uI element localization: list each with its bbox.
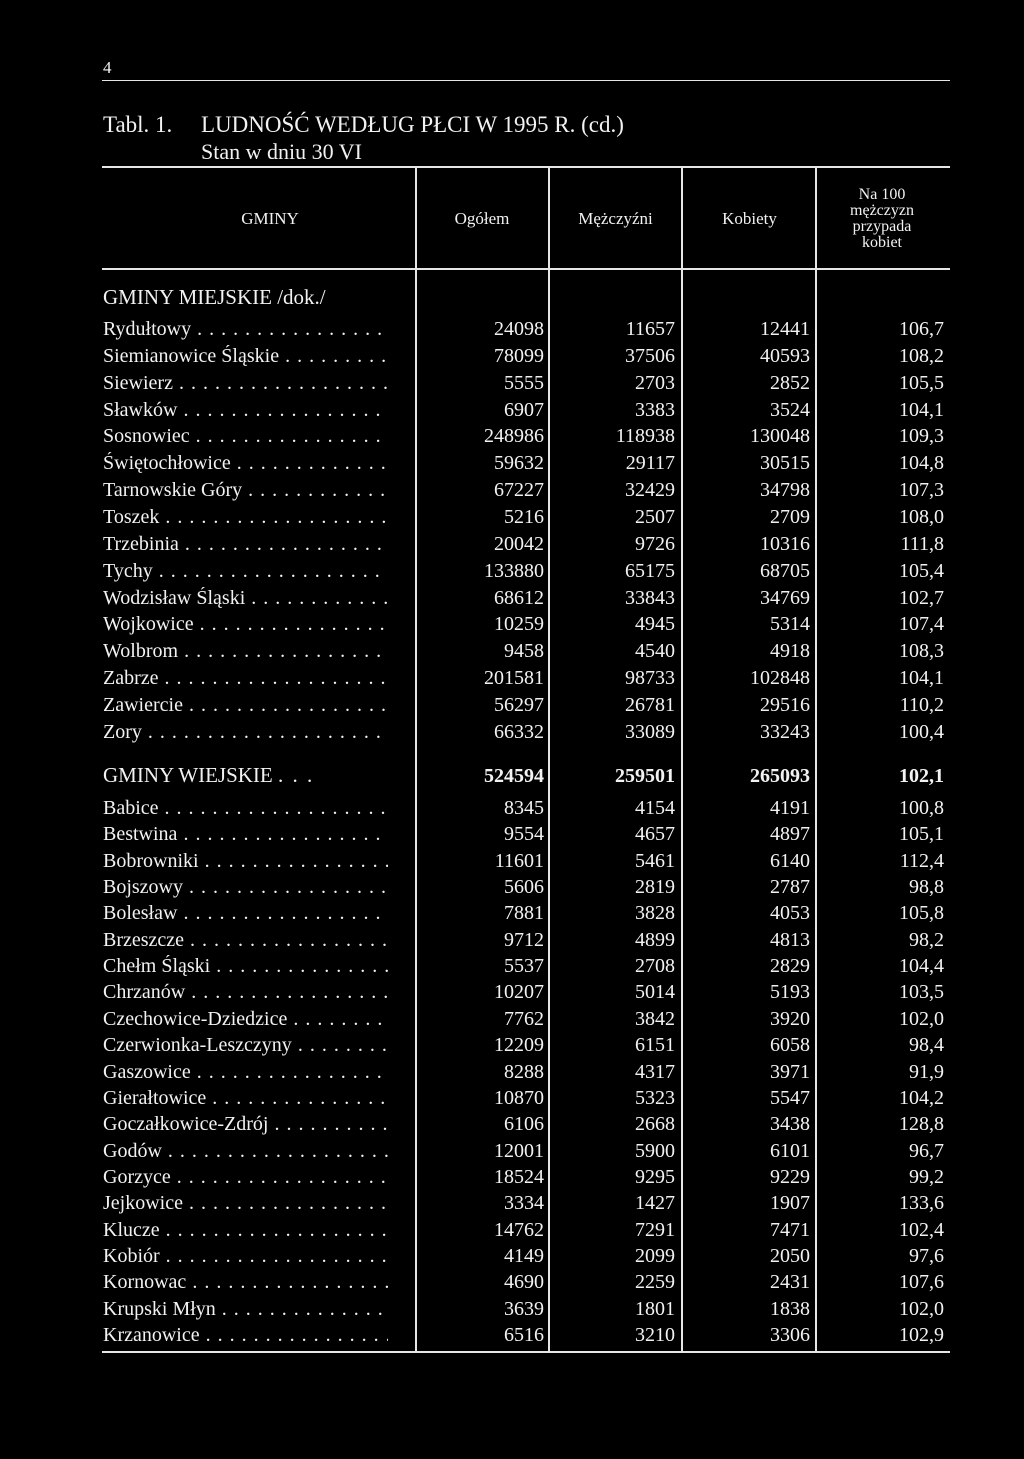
cell-ratio: 106,7: [899, 318, 944, 340]
cell-ratio: 133,6: [899, 1192, 944, 1215]
gmina-name: Goczałkowice-Zdrój . . .: [103, 1113, 388, 1136]
top-rule: [102, 80, 950, 81]
gmina-name: Jejkowice . . .: [103, 1192, 388, 1215]
header-ratio-line: kobiet: [862, 234, 902, 251]
cell-ogolem: 133880: [484, 559, 544, 582]
gmina-name: Świętochłowice . . .: [103, 452, 388, 475]
header-ogolem: Ogółem: [454, 209, 510, 228]
cell-mezczyzni: 2099: [635, 1244, 675, 1267]
table-row: [0, 640, 1024, 667]
cell-mezczyzni: 4899: [635, 928, 675, 951]
total-ratio: 102,1: [899, 765, 944, 787]
section-title-dots: . . .: [277, 763, 315, 787]
cell-ratio: 107,4: [899, 613, 944, 636]
cell-ogolem: 10870: [494, 1086, 544, 1109]
cell-kobiety: 2050: [770, 1244, 810, 1267]
cell-ratio: 107,6: [899, 1271, 944, 1294]
cell-ratio: 105,5: [899, 371, 944, 394]
cell-ratio: 98,8: [909, 876, 944, 899]
gmina-name: Kobiór . . .: [103, 1245, 388, 1268]
cell-mezczyzni: 4657: [635, 823, 675, 846]
cell-mezczyzni: 2703: [635, 371, 675, 394]
cell-mezczyzni: 26781: [625, 693, 675, 716]
cell-ogolem: 7881: [504, 902, 544, 925]
table-row: [0, 823, 1024, 850]
cell-kobiety: 9229: [770, 1165, 810, 1188]
total-kobiety: 265093: [750, 765, 810, 787]
gmina-name: Babice . . .: [103, 797, 388, 820]
table-row: [0, 797, 1024, 824]
cell-ogolem: 8345: [504, 797, 544, 819]
table-label: Tabl. 1.: [103, 112, 173, 137]
gmina-name: Krzanowice . . .: [103, 1324, 388, 1347]
table-row: [0, 902, 1024, 929]
cell-kobiety: 3920: [770, 1007, 810, 1030]
cell-kobiety: 4053: [770, 902, 810, 925]
cell-kobiety: 4813: [770, 928, 810, 951]
gmina-name: Chrzanów . . .: [103, 981, 388, 1004]
cell-ratio: 105,8: [899, 902, 944, 925]
table-row: [0, 1008, 1024, 1035]
cell-ogolem: 68612: [494, 586, 544, 609]
cell-mezczyzni: 5900: [635, 1139, 675, 1162]
cell-kobiety: 6058: [770, 1034, 810, 1057]
total-ogolem: 524594: [484, 765, 544, 787]
cell-mezczyzni: 37506: [625, 344, 675, 367]
cell-ogolem: 12001: [494, 1139, 544, 1162]
table-row: [0, 613, 1024, 640]
cell-mezczyzni: 3842: [635, 1007, 675, 1030]
gmina-name: Siemianowice Śląskie . . .: [103, 345, 388, 368]
cell-ogolem: 9458: [504, 640, 544, 663]
gmina-name: Wojkowice . . .: [103, 613, 388, 636]
cell-kobiety: 3438: [770, 1113, 810, 1136]
cell-ratio: 128,8: [899, 1113, 944, 1136]
cell-kobiety: 6140: [770, 849, 810, 872]
cell-ogolem: 14762: [494, 1218, 544, 1241]
table-row: [0, 345, 1024, 372]
cell-ratio: 100,4: [899, 720, 944, 743]
cell-kobiety: 102848: [750, 667, 810, 690]
cell-mezczyzni: 4945: [635, 613, 675, 636]
cell-ogolem: 66332: [494, 720, 544, 743]
gmina-name: Gaszowice . . .: [103, 1061, 388, 1084]
gmina-name: Krupski Młyn . . .: [103, 1298, 388, 1321]
cell-mezczyzni: 3383: [635, 398, 675, 421]
cell-ogolem: 3639: [504, 1297, 544, 1320]
cell-ratio: 109,3: [899, 425, 944, 448]
table-row: [0, 452, 1024, 479]
table-subtitle: Stan w dniu 30 VI: [201, 139, 362, 164]
cell-kobiety: 29516: [760, 693, 810, 716]
gmina-name: Klucze . . .: [103, 1219, 388, 1242]
cell-ratio: 110,2: [899, 693, 944, 716]
cell-mezczyzni: 1427: [635, 1192, 675, 1215]
section-title-wiejskie-text: GMINY WIEJSKIE: [103, 763, 273, 787]
table-row: [0, 850, 1024, 877]
table-row: [0, 667, 1024, 694]
gmina-name: Siewierz . . .: [103, 372, 388, 395]
cell-mezczyzni: 4540: [635, 640, 675, 663]
gmina-name: Tarnowskie Góry . . .: [103, 479, 388, 502]
cell-mezczyzni: 5323: [635, 1086, 675, 1109]
cell-kobiety: 12441: [760, 318, 810, 340]
cell-ogolem: 5555: [504, 371, 544, 394]
cell-ogolem: 6106: [504, 1113, 544, 1136]
cell-ratio: 105,1: [899, 823, 944, 846]
cell-kobiety: 4897: [770, 823, 810, 846]
gmina-name: Tychy . . .: [103, 560, 388, 583]
cell-ratio: 91,9: [909, 1060, 944, 1083]
cell-mezczyzni: 2507: [635, 505, 675, 528]
gmina-name: Godów . . .: [103, 1140, 388, 1163]
gmina-name: Chełm Śląski . . .: [103, 955, 388, 978]
gmina-name: Kornowac . . .: [103, 1271, 388, 1294]
cell-kobiety: 68705: [760, 559, 810, 582]
cell-mezczyzni: 2708: [635, 955, 675, 978]
table-row: [0, 1061, 1024, 1088]
cell-kobiety: 34769: [760, 586, 810, 609]
cell-kobiety: 2709: [770, 505, 810, 528]
cell-mezczyzni: 5014: [635, 981, 675, 1004]
cell-ratio: 102,0: [899, 1007, 944, 1030]
table-bottom-rule: [102, 1351, 950, 1353]
header-ratio-line: mężczyzn: [850, 202, 914, 219]
cell-kobiety: 2787: [770, 876, 810, 899]
header-mezczyzni: Mężczyźni: [578, 209, 653, 228]
cell-mezczyzni: 3828: [635, 902, 675, 925]
table-row: [0, 399, 1024, 426]
cell-mezczyzni: 3210: [635, 1324, 675, 1346]
cell-kobiety: 3306: [770, 1324, 810, 1346]
gmina-name: Gorzyce . . .: [103, 1166, 388, 1189]
table-row: [0, 560, 1024, 587]
header-ratio-line: Na 100: [858, 186, 906, 203]
gmina-name: Wolbrom . . .: [103, 640, 388, 663]
cell-mezczyzni: 29117: [625, 452, 675, 475]
cell-kobiety: 7471: [770, 1218, 810, 1241]
cell-kobiety: 10316: [760, 532, 810, 555]
cell-ogolem: 3334: [504, 1192, 544, 1215]
cell-mezczyzni: 32429: [625, 479, 675, 502]
cell-ratio: 96,7: [909, 1139, 944, 1162]
cell-ratio: 107,3: [899, 479, 944, 502]
gmina-name: Bestwina . . .: [103, 823, 388, 846]
table-row: [0, 929, 1024, 956]
table-row: [0, 506, 1024, 533]
cell-ratio: 102,0: [899, 1297, 944, 1320]
table-row: [0, 1298, 1024, 1325]
cell-ratio: 102,7: [899, 586, 944, 609]
gmina-name: Sosnowiec . . .: [103, 425, 388, 448]
cell-ogolem: 9554: [504, 823, 544, 846]
cell-ogolem: 24098: [494, 318, 544, 340]
cell-kobiety: 4918: [770, 640, 810, 663]
table-row: [0, 955, 1024, 982]
cell-kobiety: 5314: [770, 613, 810, 636]
gmina-name: Czerwionka-Leszczyny . . .: [103, 1034, 388, 1057]
page-number: 4: [103, 58, 112, 77]
gmina-name: Rydułtowy . . .: [103, 318, 388, 341]
table-row: [0, 318, 1024, 345]
cell-kobiety: 130048: [750, 425, 810, 448]
cell-ogolem: 56297: [494, 693, 544, 716]
table-row: [0, 1034, 1024, 1061]
cell-ratio: 104,4: [899, 955, 944, 978]
cell-kobiety: 1838: [770, 1297, 810, 1320]
cell-mezczyzni: 1801: [635, 1297, 675, 1320]
cell-ratio: 111,8: [900, 532, 944, 555]
gmina-name: Zabrze . . .: [103, 667, 388, 690]
header-ratio: [820, 187, 944, 251]
gmina-name: Gierałtowice . . .: [103, 1087, 388, 1110]
cell-mezczyzni: 7291: [635, 1218, 675, 1241]
gmina-name: Zory . . .: [103, 721, 388, 744]
table-row: [0, 1140, 1024, 1167]
cell-ratio: 108,3: [899, 640, 944, 663]
table-row: [0, 1324, 1024, 1351]
cell-kobiety: 33243: [760, 720, 810, 743]
cell-mezczyzni: 65175: [625, 559, 675, 582]
table-row: [0, 981, 1024, 1008]
gmina-name: Bojszowy . . .: [103, 876, 388, 899]
table-row: [0, 1271, 1024, 1298]
cell-kobiety: 40593: [760, 344, 810, 367]
cell-ratio: 112,4: [899, 849, 944, 872]
cell-ratio: 104,8: [899, 452, 944, 475]
cell-ratio: 104,1: [899, 667, 944, 690]
cell-ogolem: 9712: [504, 928, 544, 951]
cell-kobiety: 30515: [760, 452, 810, 475]
cell-ogolem: 12209: [494, 1034, 544, 1057]
cell-ratio: 98,2: [909, 928, 944, 951]
cell-ratio: 104,2: [899, 1086, 944, 1109]
cell-mezczyzni: 2668: [635, 1113, 675, 1136]
total-row-wiejskie: [0, 765, 1024, 792]
cell-ratio: 108,0: [899, 505, 944, 528]
table-row: [0, 425, 1024, 452]
cell-mezczyzni: 4154: [635, 797, 675, 819]
cell-ogolem: 6516: [504, 1324, 544, 1346]
cell-ratio: 102,9: [899, 1324, 944, 1346]
cell-kobiety: 34798: [760, 479, 810, 502]
table-row: [0, 479, 1024, 506]
cell-ogolem: 67227: [494, 479, 544, 502]
cell-ogolem: 248986: [484, 425, 544, 448]
gmina-name: Bobrowniki . . .: [103, 850, 388, 873]
cell-ratio: 97,6: [909, 1244, 944, 1267]
header-ratio-line: przypada: [852, 218, 912, 235]
cell-ratio: 98,4: [909, 1034, 944, 1057]
cell-kobiety: 3524: [770, 398, 810, 421]
cell-ratio: 100,8: [899, 797, 944, 819]
cell-mezczyzni: 9726: [635, 532, 675, 555]
cell-mezczyzni: 6151: [635, 1034, 675, 1057]
table-row: [0, 1087, 1024, 1114]
cell-ratio: 99,2: [909, 1165, 944, 1188]
cell-ogolem: 5537: [504, 955, 544, 978]
total-mezczyzni: 259501: [615, 765, 675, 787]
gmina-name: Wodzisław Śląski . . .: [103, 587, 388, 610]
cell-kobiety: 2431: [770, 1271, 810, 1294]
table-row: [0, 372, 1024, 399]
cell-ratio: 103,5: [899, 981, 944, 1004]
table-row: [0, 1192, 1024, 1219]
cell-ogolem: 8288: [504, 1060, 544, 1083]
table-row: [0, 1113, 1024, 1140]
cell-ogolem: 5216: [504, 505, 544, 528]
table-row: [0, 587, 1024, 614]
table-title-text: LUDNOŚĆ WEDŁUG PŁCI W 1995 R. (cd.): [201, 112, 624, 137]
header-bottom-rule: [102, 268, 950, 270]
gmina-name: Bolesław . . .: [103, 902, 388, 925]
gmina-name: Trzebinia . . .: [103, 533, 388, 556]
cell-kobiety: 2829: [770, 955, 810, 978]
cell-ogolem: 18524: [494, 1165, 544, 1188]
cell-kobiety: 5547: [770, 1086, 810, 1109]
cell-mezczyzni: 9295: [635, 1165, 675, 1188]
cell-ogolem: 4149: [504, 1244, 544, 1267]
cell-kobiety: 5193: [770, 981, 810, 1004]
cell-mezczyzni: 118938: [615, 425, 675, 448]
gmina-name: Toszek . . .: [103, 506, 388, 529]
cell-ogolem: 78099: [494, 344, 544, 367]
cell-ogolem: 11601: [494, 849, 544, 872]
cell-mezczyzni: 2819: [635, 876, 675, 899]
table-row: [0, 533, 1024, 560]
cell-ratio: 102,4: [899, 1218, 944, 1241]
gmina-name: Brzeszcze . . .: [103, 929, 388, 952]
cell-kobiety: 4191: [770, 797, 810, 819]
cell-ogolem: 4690: [504, 1271, 544, 1294]
cell-ogolem: 5606: [504, 876, 544, 899]
cell-ogolem: 20042: [494, 532, 544, 555]
cell-mezczyzni: 2259: [635, 1271, 675, 1294]
cell-mezczyzni: 11657: [625, 318, 675, 340]
cell-ogolem: 10207: [494, 981, 544, 1004]
cell-kobiety: 6101: [770, 1139, 810, 1162]
cell-ratio: 104,1: [899, 398, 944, 421]
cell-mezczyzni: 5461: [635, 849, 675, 872]
table-row: [0, 694, 1024, 721]
table-title: [103, 112, 624, 138]
cell-kobiety: 1907: [770, 1192, 810, 1215]
cell-ogolem: 59632: [494, 452, 544, 475]
header-top-rule: [102, 166, 950, 168]
cell-mezczyzni: 4317: [635, 1060, 675, 1083]
cell-ogolem: 201581: [484, 667, 544, 690]
table-row: [0, 721, 1024, 748]
table-row: [0, 1219, 1024, 1246]
cell-mezczyzni: 98733: [625, 667, 675, 690]
cell-mezczyzni: 33843: [625, 586, 675, 609]
gmina-name: Zawiercie . . .: [103, 694, 388, 717]
cell-mezczyzni: 33089: [625, 720, 675, 743]
table-row: [0, 1166, 1024, 1193]
cell-kobiety: 3971: [770, 1060, 810, 1083]
gmina-name: Czechowice-Dziedzice . . .: [103, 1008, 388, 1031]
section-title-miejskie: GMINY MIEJSKIE /dok./: [103, 285, 326, 309]
cell-ogolem: 10259: [494, 613, 544, 636]
cell-ratio: 108,2: [899, 344, 944, 367]
cell-ratio: 105,4: [899, 559, 944, 582]
table-row: [0, 1245, 1024, 1272]
cell-ogolem: 6907: [504, 398, 544, 421]
gmina-name: Sławków . . .: [103, 399, 388, 422]
cell-kobiety: 2852: [770, 371, 810, 394]
header-gminy: GMINY: [241, 209, 299, 228]
header-kobiety: Kobiety: [722, 209, 777, 228]
cell-ogolem: 7762: [504, 1007, 544, 1030]
table-row: [0, 876, 1024, 903]
